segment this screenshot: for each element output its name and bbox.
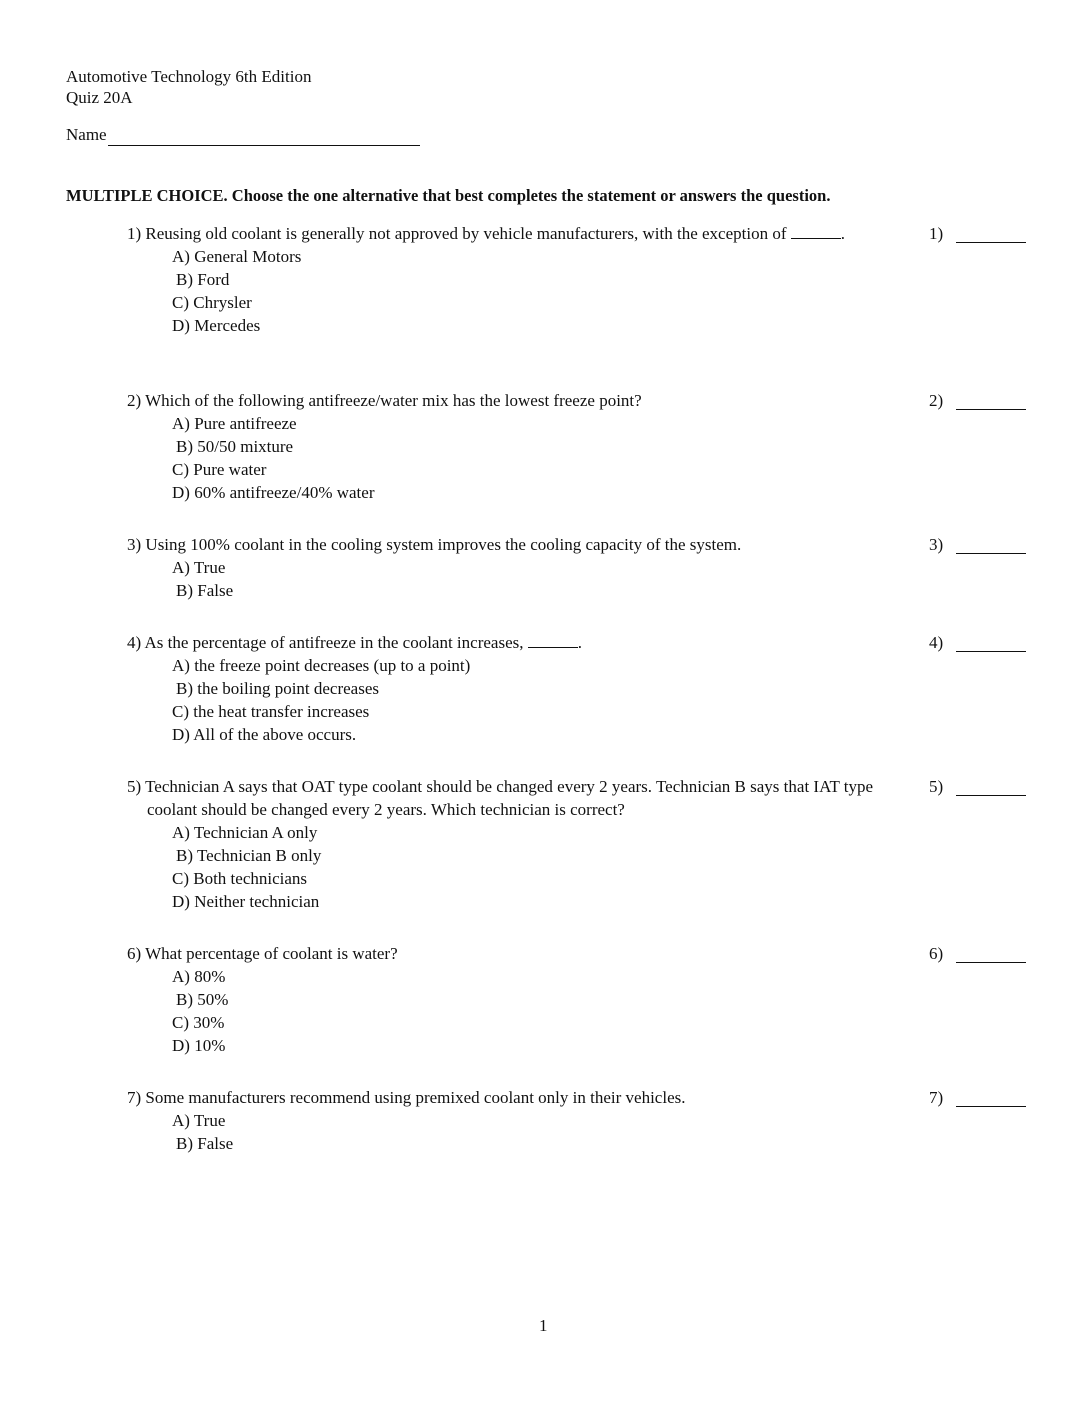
- answer-option: A) the freeze point decreases (up to a point): [172, 656, 471, 675]
- answer-blank[interactable]: [956, 553, 1026, 554]
- page-number: 1: [539, 1316, 548, 1335]
- answer-number: 5): [929, 777, 944, 796]
- answer-option: B) False: [176, 1134, 234, 1153]
- answer-option: A) Technician A only: [172, 823, 318, 842]
- question-stem: 1) Reusing old coolant is generally not approved by vehicle manufacturers, with the exception of: [127, 224, 791, 243]
- answer-option: D) Neither technician: [172, 892, 320, 911]
- answer-option: A) Pure antifreeze: [172, 414, 297, 433]
- question-7: [127, 1086, 927, 1155]
- instructions: MULTIPLE CHOICE. Choose the one alternative that best completes the statement or answers the question.: [66, 186, 831, 205]
- answer-option: B) Ford: [176, 270, 230, 289]
- answer-option: B) 50%: [176, 990, 229, 1009]
- answer-blank[interactable]: [956, 242, 1026, 243]
- answer-option: A) General Motors: [172, 247, 302, 266]
- answer-number: 4): [929, 633, 944, 652]
- answer-option: B) the boiling point decreases: [176, 679, 380, 698]
- question-text: [127, 1086, 927, 1109]
- answer-number: 3): [929, 535, 944, 554]
- question-2: [127, 389, 927, 504]
- answer-option: C) Both technicians: [172, 869, 308, 888]
- answer-number: 2): [929, 391, 944, 410]
- question-text: [127, 775, 927, 821]
- answer-option: A) 80%: [172, 967, 226, 986]
- question-text: [127, 222, 927, 245]
- question-stem: 7) Some manufacturers recommend using premixed coolant only in their vehicles.: [127, 1088, 686, 1107]
- answer-option: C) 30%: [172, 1013, 225, 1032]
- question-stem-end: .: [840, 224, 845, 243]
- question-3: [127, 533, 927, 602]
- name-label: Name: [66, 125, 107, 144]
- quiz-title: Quiz 20A: [66, 88, 133, 107]
- answer-option: C) Pure water: [172, 460, 267, 479]
- answer-option: D) 60% antifreeze/40% water: [172, 483, 375, 502]
- name-field[interactable]: [108, 145, 420, 146]
- question-4: [127, 631, 927, 746]
- answer-blank[interactable]: [956, 651, 1026, 652]
- answer-option: C) the heat transfer increases: [172, 702, 370, 721]
- answer-option: D) Mercedes: [172, 316, 261, 335]
- question-text: [127, 631, 927, 654]
- answer-option: D) All of the above occurs.: [172, 725, 357, 744]
- question-stem: 2) Which of the following antifreeze/water mix has the lowest freeze point?: [127, 391, 642, 410]
- answer-option: A) True: [172, 558, 226, 577]
- question-5: [127, 775, 927, 913]
- question-text: [127, 389, 927, 412]
- answer-blank[interactable]: [956, 1106, 1026, 1107]
- fill-blank: [791, 238, 841, 239]
- answer-blank[interactable]: [956, 795, 1026, 796]
- fill-blank: [528, 647, 578, 648]
- answer-number: 6): [929, 944, 944, 963]
- answer-option: B) False: [176, 581, 234, 600]
- answer-option: B) 50/50 mixture: [176, 437, 294, 456]
- question-6: [127, 942, 927, 1057]
- question-stem: 4) As the percentage of antifreeze in the coolant increases,: [127, 633, 528, 652]
- question-stem: 6) What percentage of coolant is water?: [127, 944, 398, 963]
- course-title: Automotive Technology 6th Edition: [66, 67, 312, 86]
- question-stem: 5) Technician A says that OAT type coolant should be changed every 2 years. Technician B says that IAT type coolant should be changed every 2 years. Which technician is correct?: [127, 777, 874, 819]
- question-text: [127, 942, 927, 965]
- answer-option: B) Technician B only: [176, 846, 322, 865]
- question-stem: 3) Using 100% coolant in the cooling system improves the cooling capacity of the system.: [127, 535, 742, 554]
- answer-number: 1): [929, 224, 944, 243]
- answer-option: C) Chrysler: [172, 293, 252, 312]
- answer-blank[interactable]: [956, 409, 1026, 410]
- question-stem-end: .: [577, 633, 582, 652]
- question-text: [127, 533, 927, 556]
- answer-blank[interactable]: [956, 962, 1026, 963]
- answer-number: 7): [929, 1088, 944, 1107]
- answer-option: A) True: [172, 1111, 226, 1130]
- answer-option: D) 10%: [172, 1036, 226, 1055]
- question-1: [127, 222, 927, 337]
